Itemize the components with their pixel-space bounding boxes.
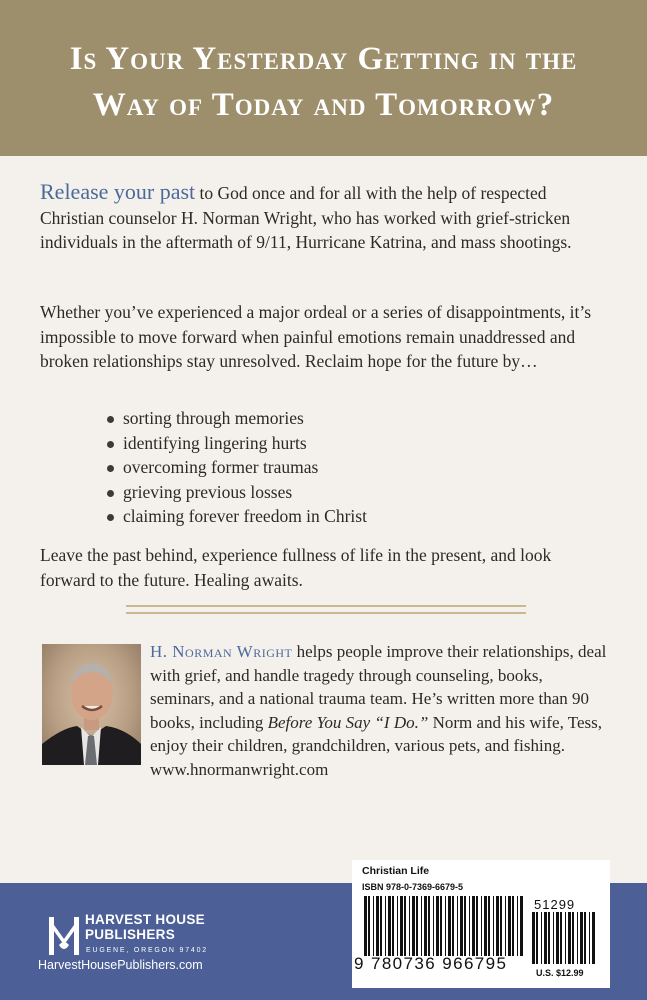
intro-lead: Release your past (40, 179, 196, 204)
barcode-addon-number: 51299 (534, 897, 576, 912)
barcode-bar (392, 896, 394, 956)
barcode-bar (517, 896, 518, 956)
list-item: overcoming former traumas (106, 455, 367, 480)
headline (0, 36, 647, 128)
barcode-bar (457, 896, 458, 956)
barcode-category: Christian Life (362, 865, 430, 877)
intro-paragraph (40, 180, 610, 255)
barcode-bar (536, 912, 538, 964)
barcode-bars (364, 896, 526, 956)
bio-text-2: Norm and his wife, Tess, enjoy their children, grandchildren, various pets, and fishing. www.hnormanwright.com (150, 712, 602, 779)
barcode-bar (512, 896, 514, 956)
barcode-bar (577, 912, 578, 964)
paragraph-2: Whether you’ve experienced a major ordeal or a series of disappointments, it’s impossible to move forward when painful emotions remain unaddressed and broken relationships stay unresolved. Reclaim hope for the future by… (40, 302, 592, 371)
barcode-bar (500, 896, 502, 956)
barcode-bar (548, 912, 550, 964)
barcode-bar (440, 896, 442, 956)
barcode-bar (404, 896, 406, 956)
list-item: sorting through memories (106, 406, 367, 431)
author-photo (42, 644, 141, 765)
publisher-url: HarvestHousePublishers.com (38, 958, 203, 972)
barcode-bar (532, 912, 535, 964)
bio-text-1: helps people improve their relationships, deal with grief, and handle tragedy through counseling, books, seminars, and a national trauma team. He’s written more than 90 books, including (150, 642, 607, 732)
barcode-bar (376, 896, 379, 956)
book-title: Before You Say “I Do.” (267, 712, 429, 732)
isbn-label: ISBN 978-0-7369-6679-5 (362, 882, 464, 892)
barcode-bar (409, 896, 410, 956)
barcode-bar (397, 896, 398, 956)
barcode-bar (412, 896, 415, 956)
barcode-bar (380, 896, 382, 956)
price-label: U.S. $12.99 (536, 968, 584, 978)
barcode-bar (493, 896, 494, 956)
headline-line-1: Is Your Yesterday Getting in the (69, 41, 578, 77)
barcode-bar (464, 896, 466, 956)
barcode-bar (553, 912, 554, 964)
barcode-bar (385, 896, 386, 956)
barcode-bar (481, 896, 482, 956)
barcode-bar (368, 896, 370, 956)
barcode-bar (448, 896, 451, 956)
benefit-list (106, 406, 367, 529)
closing-paragraph: Leave the past behind, experience fullness of life in the present, and look forward to the future. Healing awaits. (40, 545, 552, 590)
barcode-bar (416, 896, 418, 956)
barcode-bar (508, 896, 511, 956)
barcode-bar (452, 896, 454, 956)
barcode-bar (424, 896, 427, 956)
barcode-bar (544, 912, 547, 964)
barcode-bar (572, 912, 574, 964)
barcode-bar (476, 896, 478, 956)
barcode-bar (568, 912, 571, 964)
author-name: H. Norman Wright (150, 642, 293, 661)
barcode-bar (400, 896, 403, 956)
barcode-bar (436, 896, 439, 956)
barcode-bar (592, 912, 595, 964)
barcode-digits: 9 780736 966795 (354, 954, 508, 973)
list-item: grieving previous losses (106, 480, 367, 505)
barcode-bar (373, 896, 374, 956)
author-bio (150, 640, 610, 781)
barcode-bar (484, 896, 487, 956)
harvest-house-logo-icon (47, 915, 81, 957)
barcode-bar (520, 896, 523, 956)
publisher-name-line-1: HARVEST HOUSE (85, 912, 205, 927)
barcode-bar (388, 896, 391, 956)
publisher-name-line-2: PUBLISHERS (85, 927, 176, 942)
barcode-bar (421, 896, 422, 956)
barcode-addon-bars (532, 912, 598, 964)
barcode-bar (560, 912, 562, 964)
barcode-bar (364, 896, 367, 956)
barcode-bar (488, 896, 490, 956)
intro-text: to God once and for all with the help of respected Christian counselor H. Norman Wright, who has worked with grief-stricken individuals in the aftermath of 9/11, Hurricane Katrina, and mass shootings. (40, 183, 572, 252)
barcode-bar (565, 912, 566, 964)
barcode-bar (469, 896, 470, 956)
barcode-bar (541, 912, 542, 964)
barcode-bar (460, 896, 463, 956)
publisher-name (85, 912, 205, 942)
barcode-bar (580, 912, 583, 964)
barcode-bar (445, 896, 446, 956)
publisher-city: EUGENE, OREGON 97402 (86, 947, 208, 954)
section-divider (126, 605, 526, 614)
barcode-bar (433, 896, 434, 956)
list-item: identifying lingering hurts (106, 431, 367, 456)
barcode-bar (584, 912, 586, 964)
barcode-box (352, 860, 610, 988)
barcode-bar (505, 896, 506, 956)
barcode-bar (496, 896, 499, 956)
barcode-bar (472, 896, 475, 956)
list-item: claiming forever freedom in Christ (106, 504, 367, 529)
barcode-bar (428, 896, 430, 956)
headline-line-2: Way of Today and Tomorrow? (92, 87, 555, 123)
barcode-bar (556, 912, 559, 964)
barcode-bar (589, 912, 590, 964)
